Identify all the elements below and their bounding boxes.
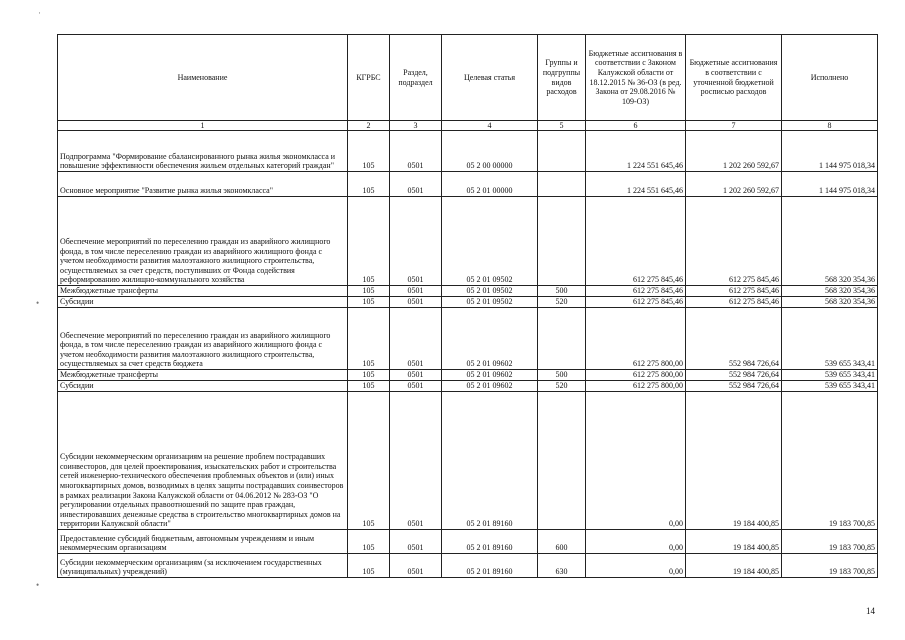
row-refined-amount: 1 202 260 592,67 [686, 131, 782, 172]
row-executed-amount: 19 183 700,85 [782, 392, 878, 530]
table-row [58, 308, 878, 370]
row-target: 05 2 01 09502 [442, 197, 538, 286]
column-number-row [58, 121, 878, 131]
row-name: Подпрограмма "Формирование сбалансированного рынка жилья экономкласса и повышение эффективности обеспечения жильем отдельных категорий граждан" [58, 131, 348, 172]
row-name: Субсидии [58, 381, 348, 392]
row-group: 520 [538, 381, 586, 392]
row-name: Межбюджетные трансферты [58, 370, 348, 381]
row-executed-amount: 568 320 354,36 [782, 297, 878, 308]
row-group [538, 308, 586, 370]
row-group: 600 [538, 530, 586, 554]
header-kgrbs: КГРБС [348, 35, 390, 121]
column-number: 2 [348, 121, 390, 131]
row-law-amount: 1 224 551 645,46 [586, 172, 686, 197]
header-name: Наименование [58, 35, 348, 121]
column-number: 5 [538, 121, 586, 131]
row-name: Предоставление субсидий бюджетным, автономным учреждениям и иным некоммерческим организациям [58, 530, 348, 554]
row-section: 0501 [390, 197, 442, 286]
budget-execution-table [57, 34, 878, 578]
table-row [58, 197, 878, 286]
row-kgrbs: 105 [348, 308, 390, 370]
row-law-amount: 0,00 [586, 530, 686, 554]
header-groups: Группы и подгруппы видов расходов [538, 35, 586, 121]
row-law-amount: 612 275 845,46 [586, 197, 686, 286]
table-row [58, 370, 878, 381]
row-law-amount: 0,00 [586, 392, 686, 530]
header-refined-budget: Бюджетные ассигнования в соответствии с уточненной бюджетной росписью расходов [686, 35, 782, 121]
row-executed-amount: 539 655 343,41 [782, 381, 878, 392]
row-group: 500 [538, 286, 586, 297]
row-kgrbs: 105 [348, 286, 390, 297]
row-refined-amount: 612 275 845,46 [686, 286, 782, 297]
row-target: 05 2 01 89160 [442, 392, 538, 530]
scan-mark: • [36, 298, 40, 308]
page-number: 14 [866, 606, 875, 616]
row-section: 0501 [390, 370, 442, 381]
row-refined-amount: 1 202 260 592,67 [686, 172, 782, 197]
column-number: 3 [390, 121, 442, 131]
row-executed-amount: 568 320 354,36 [782, 197, 878, 286]
row-name: Субсидии некоммерческим организациям на решение проблем пострадавших соинвесторов, для целей проектирования, изыскательских работ и строительства сетей инженерно-технического обеспечения проблемных объектов и (или) иных многоквартирных домов, возводимых в целях защиты пострадавших соинвесторов в рамках реализации Закона Калужской области от 04.06.2012 № 283-ОЗ "О регулировании отдельных правоотношений по защите прав граждан, инвестировавших денежные средства в строительство многоквартирных домов на территории Калужской области" [58, 392, 348, 530]
row-law-amount: 612 275 845,46 [586, 297, 686, 308]
row-kgrbs: 105 [348, 392, 390, 530]
row-group: 520 [538, 297, 586, 308]
row-target: 05 2 01 09502 [442, 297, 538, 308]
row-target: 05 2 00 00000 [442, 131, 538, 172]
header-target: Целевая статья [442, 35, 538, 121]
row-target: 05 2 01 09602 [442, 370, 538, 381]
row-kgrbs: 105 [348, 530, 390, 554]
row-target: 05 2 01 09502 [442, 286, 538, 297]
row-law-amount: 612 275 800,00 [586, 381, 686, 392]
row-kgrbs: 105 [348, 131, 390, 172]
row-refined-amount: 552 984 726,64 [686, 381, 782, 392]
row-law-amount: 612 275 845,46 [586, 286, 686, 297]
table-row [58, 530, 878, 554]
row-kgrbs: 105 [348, 197, 390, 286]
row-executed-amount: 539 655 343,41 [782, 370, 878, 381]
row-executed-amount: 19 183 700,85 [782, 530, 878, 554]
table-row [58, 286, 878, 297]
header-law-budget: Бюджетные ассигнования в соответствии с Законом Калужской области от 18.12.2015 № 36-ОЗ (в ред. Закона от 29.08.2016 № 109-ОЗ) [586, 35, 686, 121]
row-refined-amount: 552 984 726,64 [686, 370, 782, 381]
row-section: 0501 [390, 554, 442, 578]
row-group [538, 131, 586, 172]
column-number: 4 [442, 121, 538, 131]
row-refined-amount: 19 184 400,85 [686, 554, 782, 578]
row-group [538, 197, 586, 286]
row-group [538, 172, 586, 197]
row-section: 0501 [390, 131, 442, 172]
row-target: 05 2 01 09602 [442, 381, 538, 392]
row-kgrbs: 105 [348, 370, 390, 381]
table-row [58, 172, 878, 197]
row-kgrbs: 105 [348, 381, 390, 392]
row-law-amount: 0,00 [586, 554, 686, 578]
row-name: Обеспечение мероприятий по переселению граждан из аварийного жилищного фонда, в том числе переселению граждан из аварийного жилищного фонда с учетом необходимости развития малоэтажного жилищного строительства, осуществляемых за счет средств бюджета [58, 308, 348, 370]
row-group [538, 392, 586, 530]
table-row [58, 392, 878, 530]
column-number: 7 [686, 121, 782, 131]
row-section: 0501 [390, 392, 442, 530]
row-law-amount: 1 224 551 645,46 [586, 131, 686, 172]
row-target: 05 2 01 89160 [442, 530, 538, 554]
row-section: 0501 [390, 172, 442, 197]
table-row [58, 297, 878, 308]
row-executed-amount: 1 144 975 018,34 [782, 172, 878, 197]
table-row [58, 554, 878, 578]
header-executed: Исполнено [782, 35, 878, 121]
row-executed-amount: 539 655 343,41 [782, 308, 878, 370]
row-executed-amount: 19 183 700,85 [782, 554, 878, 578]
row-kgrbs: 105 [348, 297, 390, 308]
row-section: 0501 [390, 381, 442, 392]
row-executed-amount: 568 320 354,36 [782, 286, 878, 297]
row-target: 05 2 01 09602 [442, 308, 538, 370]
header-row [58, 35, 878, 121]
column-number: 6 [586, 121, 686, 131]
row-kgrbs: 105 [348, 172, 390, 197]
header-section: Раздел, подраздел [390, 35, 442, 121]
row-group: 500 [538, 370, 586, 381]
row-target: 05 2 01 89160 [442, 554, 538, 578]
row-refined-amount: 19 184 400,85 [686, 530, 782, 554]
row-executed-amount: 1 144 975 018,34 [782, 131, 878, 172]
row-kgrbs: 105 [348, 554, 390, 578]
scan-mark: · [38, 8, 41, 18]
row-target: 05 2 01 00000 [442, 172, 538, 197]
row-section: 0501 [390, 297, 442, 308]
column-number: 8 [782, 121, 878, 131]
row-refined-amount: 612 275 845,46 [686, 297, 782, 308]
row-refined-amount: 612 275 845,46 [686, 197, 782, 286]
row-section: 0501 [390, 530, 442, 554]
row-refined-amount: 552 984 726,64 [686, 308, 782, 370]
row-law-amount: 612 275 800,00 [586, 370, 686, 381]
row-group: 630 [538, 554, 586, 578]
row-name: Субсидии некоммерческим организациям (за исключением государственных (муниципальных) учреждений) [58, 554, 348, 578]
table-row [58, 131, 878, 172]
row-refined-amount: 19 184 400,85 [686, 392, 782, 530]
table-row [58, 381, 878, 392]
row-name: Субсидии [58, 297, 348, 308]
row-law-amount: 612 275 800,00 [586, 308, 686, 370]
row-name: Основное мероприятие "Развитие рынка жилья экономкласса" [58, 172, 348, 197]
scan-mark: • [36, 580, 40, 590]
row-name: Межбюджетные трансферты [58, 286, 348, 297]
row-name: Обеспечение мероприятий по переселению граждан из аварийного жилищного фонда, в том числе переселению граждан из аварийного жилищного фонда с учетом необходимости развития малоэтажного жилищного строительства, осуществляемых за счет средств, поступивших от Фонда содействия реформированию жилищно-коммунального хозяйства [58, 197, 348, 286]
row-section: 0501 [390, 308, 442, 370]
column-number: 1 [58, 121, 348, 131]
row-section: 0501 [390, 286, 442, 297]
